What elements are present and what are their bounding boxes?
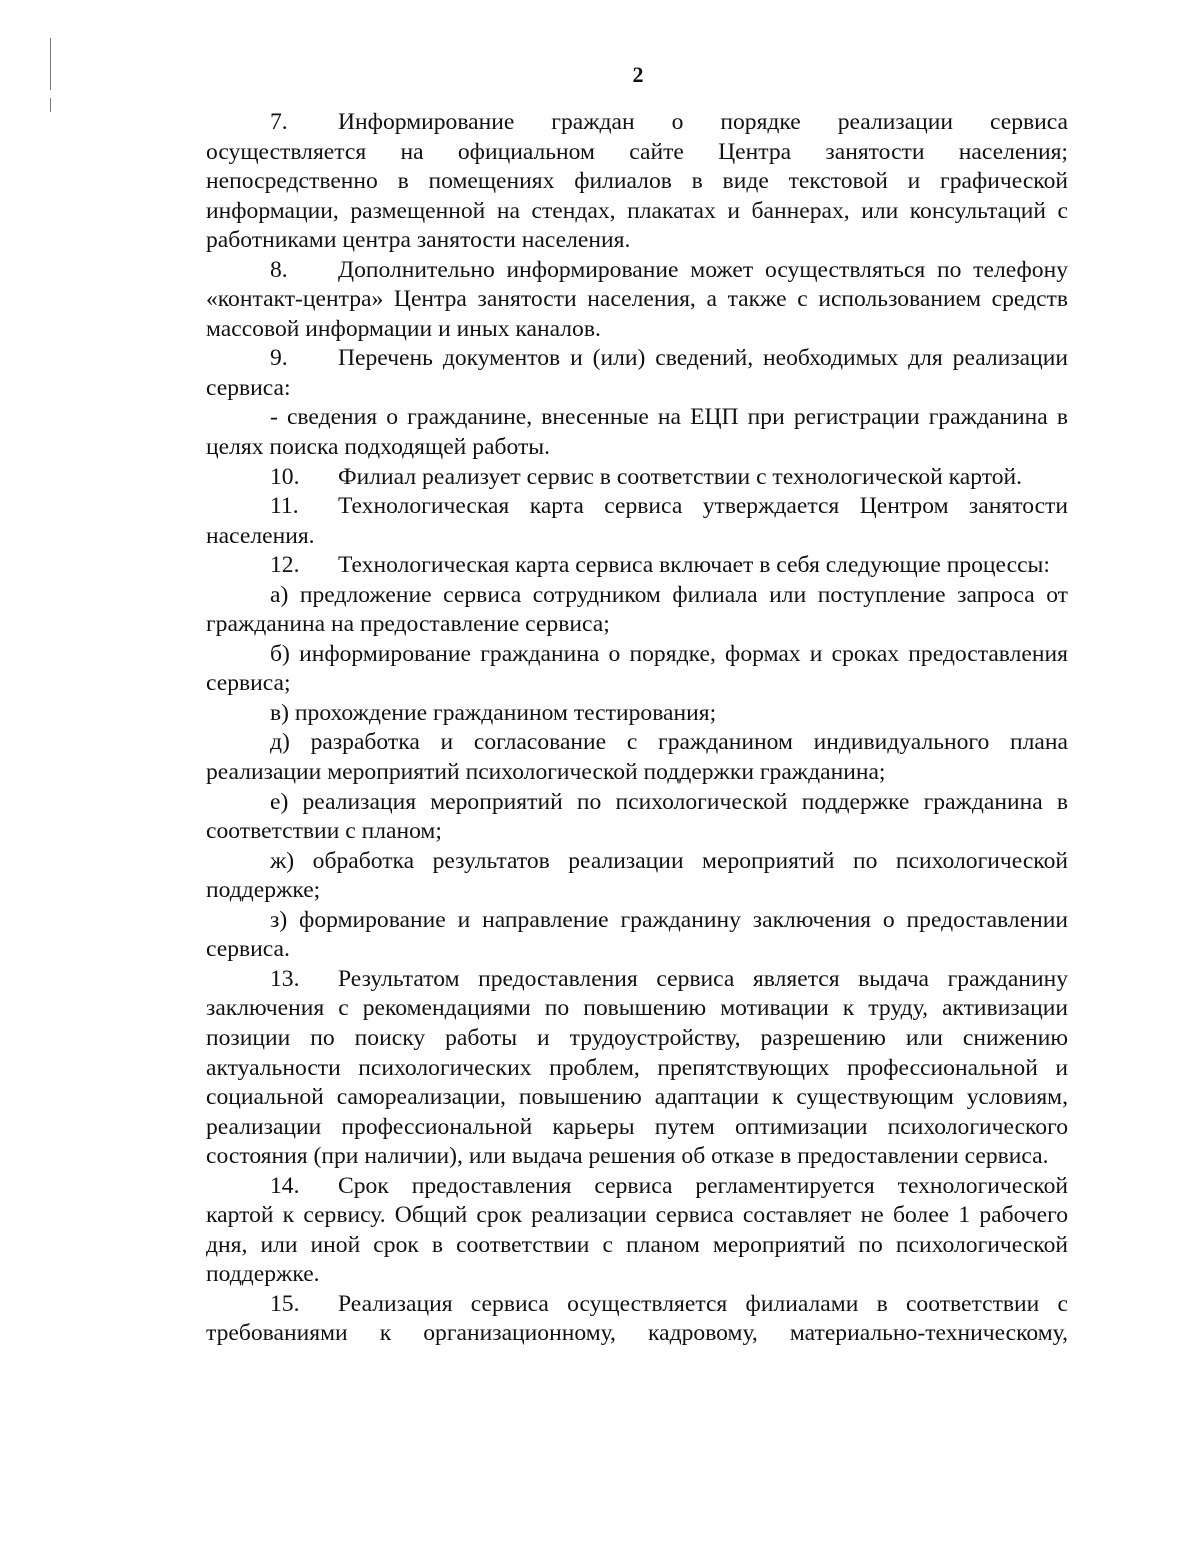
paragraph-7 [206,108,1068,256]
paragraph-text: Дополнительно информирование может осуществляться по телефону «контакт-центра» Центра занятости населения, а также с использованием средств массовой информации и иных каналов. [206,256,1068,342]
scan-edge-mark [50,98,51,112]
document-body [206,108,1068,1349]
list-item-b: б) информирование гражданина о порядке, формах и сроках предоставления сервиса; [206,640,1068,697]
paragraph-15 [206,1290,1068,1349]
list-item-e: е) реализация мероприятий по психологической поддержке гражданина в соответствии с планом; [206,788,1068,845]
paragraph-text: Филиал реализует сервис в соответствии с технологической картой. [338,463,1023,490]
paragraph-number: 15. [270,1290,300,1317]
list-item-v: в) прохождение гражданином тестирования; [270,699,717,726]
paragraph-14 [206,1172,1068,1290]
paragraph-number: 13. [270,965,300,992]
list-item-d: д) разработка и согласование с гражданином индивидуального плана реализации мероприятий психологической поддержки гражданина; [206,729,1068,786]
paragraph-text: Технологическая карта сервиса утверждается Центром занятости населения. [206,493,1068,549]
paragraph-number: 8. [270,256,288,283]
paragraph-number: 14. [270,1172,300,1199]
paragraph-text: Перечень документов и (или) сведений, необходимых для реализации сервиса: [206,345,1068,401]
paragraph-11 [206,492,1068,551]
paragraph-text: Реализация сервиса осуществляется филиалами в соответствии с требованиями к организационному, кадровому, материально-техническому, [206,1290,1068,1347]
paragraph-text: Результатом предоставления сервиса является выдача гражданину заключения с рекомендациями по повышению мотивации к труду, активизации позиции по поиску работы и трудоустройству, разрешению или снижению актуальности психологических проблем, препятствующих профессиональной и социальной самореализации, повышению адаптации к существующим условиям, реализации профессиональной карьеры путем оптимизации психологического состояния (при наличии), или выдача решения об отказе в предоставлении сервиса. [206,965,1068,1170]
paragraph-text: Срок предоставления сервиса регламентируется технологической картой к сервису. Общий срок реализации сервиса составляет не более 1 рабочего дня, или иной срок в соответствии с планом мероприятий по психологической поддержке. [206,1172,1068,1288]
paragraph-10 [206,463,1068,493]
paragraph-13 [206,965,1068,1172]
page-number: 2 [632,62,644,87]
paragraph-number: 10. [270,463,300,490]
list-item-z: з) формирование и направление гражданину заключения о предоставлении сервиса. [206,906,1068,963]
list-item-zh: ж) обработка результатов реализации мероприятий по психологической поддержке; [206,847,1068,904]
paragraph-number: 7. [270,109,288,135]
list-item-a: а) предложение сервиса сотрудником филиала или поступление запроса от гражданина на предоставление сервиса; [206,581,1068,638]
paragraph-number: 12. [270,552,300,579]
list-item-citizen-info: - сведения о гражданине, внесенные на ЕЦП при регистрации гражданина в целях поиска подходящей работы. [206,404,1068,461]
paragraph-9 [206,344,1068,403]
paragraph-number: 11. [270,493,299,520]
paragraph-number: 9. [270,345,288,372]
paragraph-text: Информирование граждан о порядке реализации сервиса осуществляется на официальном сайте Центра занятости населения; непосредственно в помещениях филиалов в виде текстовой и графической информации, размещенной на стендах, плакатах и баннерах, или консультаций с работниками центра занятости населения. [206,109,1068,254]
paragraph-12 [206,551,1068,581]
paragraph-text: Технологическая карта сервиса включает в себя следующие процессы: [338,552,1050,579]
paragraph-8 [206,256,1068,345]
